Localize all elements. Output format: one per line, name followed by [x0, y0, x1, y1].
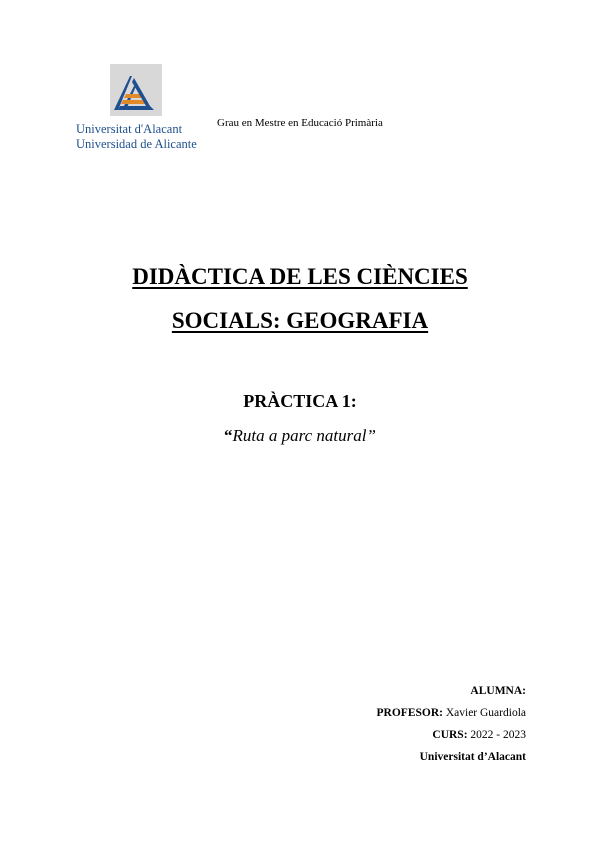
university-emblem-icon — [110, 64, 162, 116]
course-value: 2022 - 2023 — [467, 729, 526, 741]
institution-line: Universitat d’Alacant — [419, 751, 526, 763]
teacher-label: PROFESOR: — [376, 707, 443, 719]
teacher-value: Xavier Guardiola — [442, 707, 526, 719]
student-line — [377, 680, 526, 702]
university-name-valencian: Universitat d'Alacant — [76, 122, 183, 136]
course-label: CURS: — [432, 729, 468, 741]
course-line — [377, 724, 526, 746]
practice-heading: PRÀCTICA 1: — [243, 391, 357, 411]
author-info — [377, 680, 526, 768]
practice-subtitle — [0, 426, 600, 446]
title-line-1: DIDÀCTICA DE LES CIÈNCIES — [132, 264, 468, 289]
university-name-spanish: Universidad de Alicante — [76, 137, 197, 151]
student-label: ALUMNA: — [470, 685, 526, 697]
university-name — [76, 122, 206, 152]
degree-name: Grau en Mestre en Educació Primària — [217, 117, 383, 129]
title-line-2: SOCIALS: GEOGRAFIA — [171, 308, 429, 333]
subtitle-open-quote: “ — [224, 426, 233, 445]
teacher-line — [377, 702, 526, 724]
subtitle-text: Ruta a parc natural” — [232, 426, 376, 445]
document-title — [0, 255, 600, 343]
